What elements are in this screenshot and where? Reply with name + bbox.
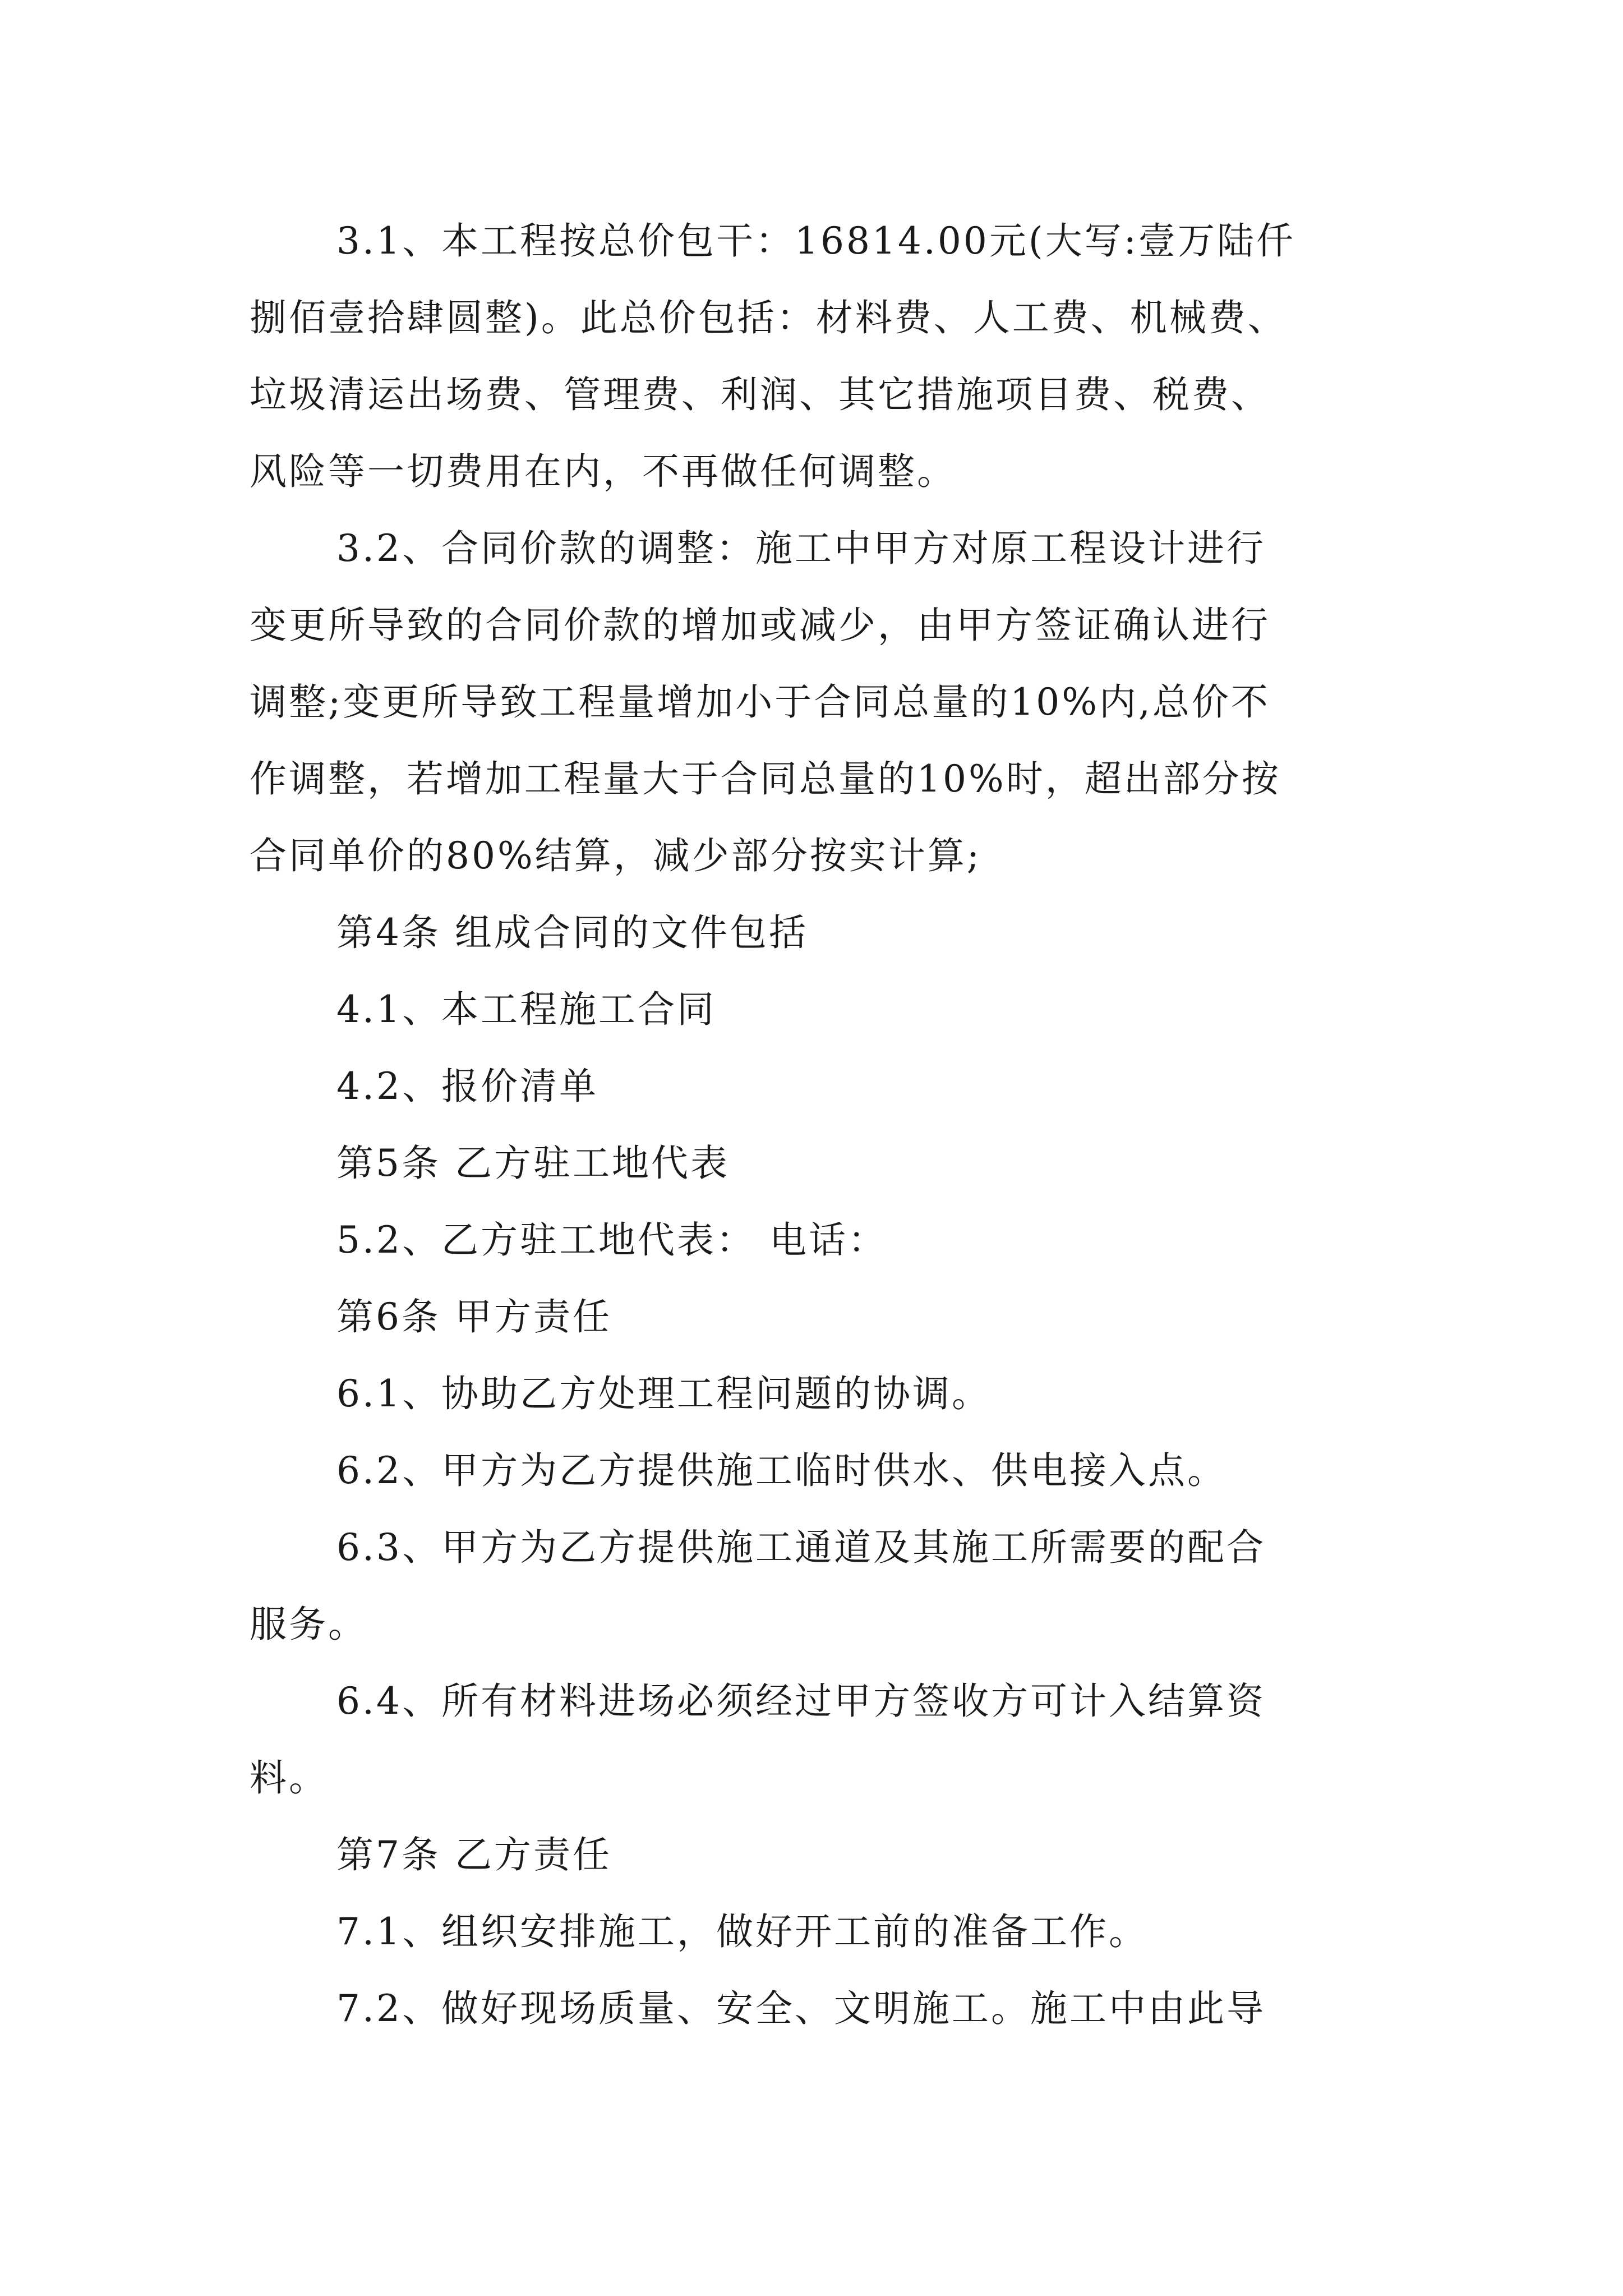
clause-3-2-line-2: 变更所导致的合同价款的增加或减少，由甲方签证确认进行: [250, 604, 1270, 647]
clause-7-2-line-1: 7.2、做好现场质量、安全、文明施工。施工中由此导: [336, 1987, 1266, 2030]
clause-5-2: 5.2、乙方驻工地代表： 电话：: [336, 1218, 887, 1262]
clause-6-4-line-1: 6.4、所有材料进场必须经过甲方签收方可计入结算资: [336, 1680, 1266, 1723]
clause-6-4-line-2: 料。: [250, 1756, 328, 1800]
clause-3-1-line-3: 垃圾清运出场费、管理费、利润、其它措施项目费、税费、: [250, 373, 1270, 416]
clause-6-1: 6.1、协助乙方处理工程问题的协调。: [336, 1372, 991, 1415]
clause-6-3-line-1: 6.3、甲方为乙方提供施工通道及其施工所需要的配合: [336, 1526, 1266, 1569]
clause-3-2-line-4: 作调整，若增加工程量大于合同总量的10%时，超出部分按: [250, 757, 1281, 800]
article-7-heading: 第7条 乙方责任: [336, 1833, 612, 1876]
clause-3-1-line-1: 3.1、本工程按总价包干：16814.00元(大写:壹万陆仟: [336, 219, 1295, 263]
clause-6-3-line-2: 服务。: [250, 1603, 367, 1646]
clause-4-2: 4.2、报价清单: [336, 1065, 598, 1108]
article-4-heading: 第4条 组成合同的文件包括: [336, 911, 808, 954]
clause-3-2-line-5: 合同单价的80%结算，减少部分按实计算;: [250, 834, 981, 877]
clause-3-1-line-4: 风险等一切费用在内，不再做任何调整。: [250, 450, 956, 493]
clause-6-2: 6.2、甲方为乙方提供施工临时供水、供电接入点。: [336, 1449, 1227, 1492]
clause-3-2-line-3: 调整;变更所导致工程量增加小于合同总量的10%内,总价不: [250, 680, 1270, 724]
article-5-heading: 第5条 乙方驻工地代表: [336, 1142, 730, 1185]
clause-7-1: 7.1、组织安排施工，做好开工前的准备工作。: [336, 1910, 1148, 1953]
clause-4-1: 4.1、本工程施工合同: [336, 988, 716, 1031]
article-6-heading: 第6条 甲方责任: [336, 1295, 612, 1338]
clause-3-1-line-2: 捌佰壹拾肆圆整)。此总价包括：材料费、人工费、机械费、: [250, 296, 1287, 339]
clause-3-2-line-1: 3.2、合同价款的调整：施工中甲方对原工程设计进行: [336, 527, 1266, 570]
